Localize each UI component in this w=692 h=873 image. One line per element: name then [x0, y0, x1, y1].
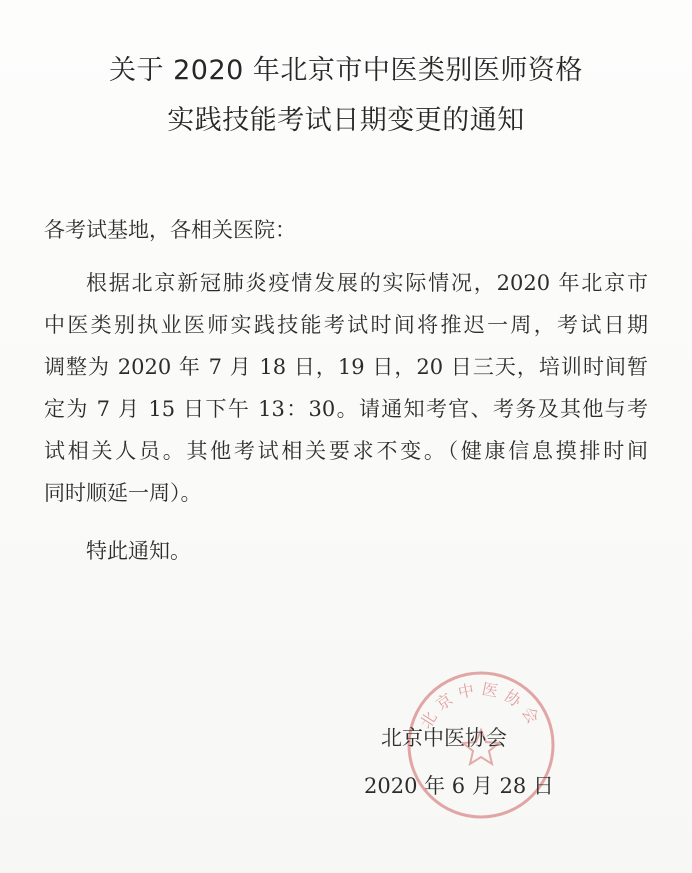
notice-title-line-2: 实践技能考试日期变更的通知	[167, 105, 525, 136]
closing-remark: 特此通知。	[86, 539, 191, 563]
body-line-3: 调整为 2020 年 7 月 18 日，19 日，20 日三天，培训时间暂	[44, 355, 648, 379]
body-line-4: 定为 7 月 15 日下午 13：30。请通知考官、考务及其他与考	[44, 397, 648, 421]
notice-title-line-1: 关于 2020 年北京市中医类别医师资格	[109, 55, 583, 86]
notice-body	[44, 262, 648, 514]
body-line-2: 中医类别执业医师实践技能考试时间将推迟一周，考试日期	[44, 313, 648, 337]
signature-organization: 北京中医协会	[381, 726, 507, 750]
body-line-1: 根据北京新冠肺炎疫情发展的实际情况，2020 年北京市	[86, 271, 648, 295]
body-line-6: 同时顺延一周）。	[44, 481, 202, 505]
seal-text: 北京中医协会	[416, 679, 546, 732]
body-line-5: 试相关人员。其他考试相关要求不变。（健康信息摸排时间	[44, 439, 648, 463]
signature-date: 2020 年 6 月 28 日	[364, 774, 554, 798]
salutation: 各考试基地，各相关医院：	[44, 218, 296, 242]
